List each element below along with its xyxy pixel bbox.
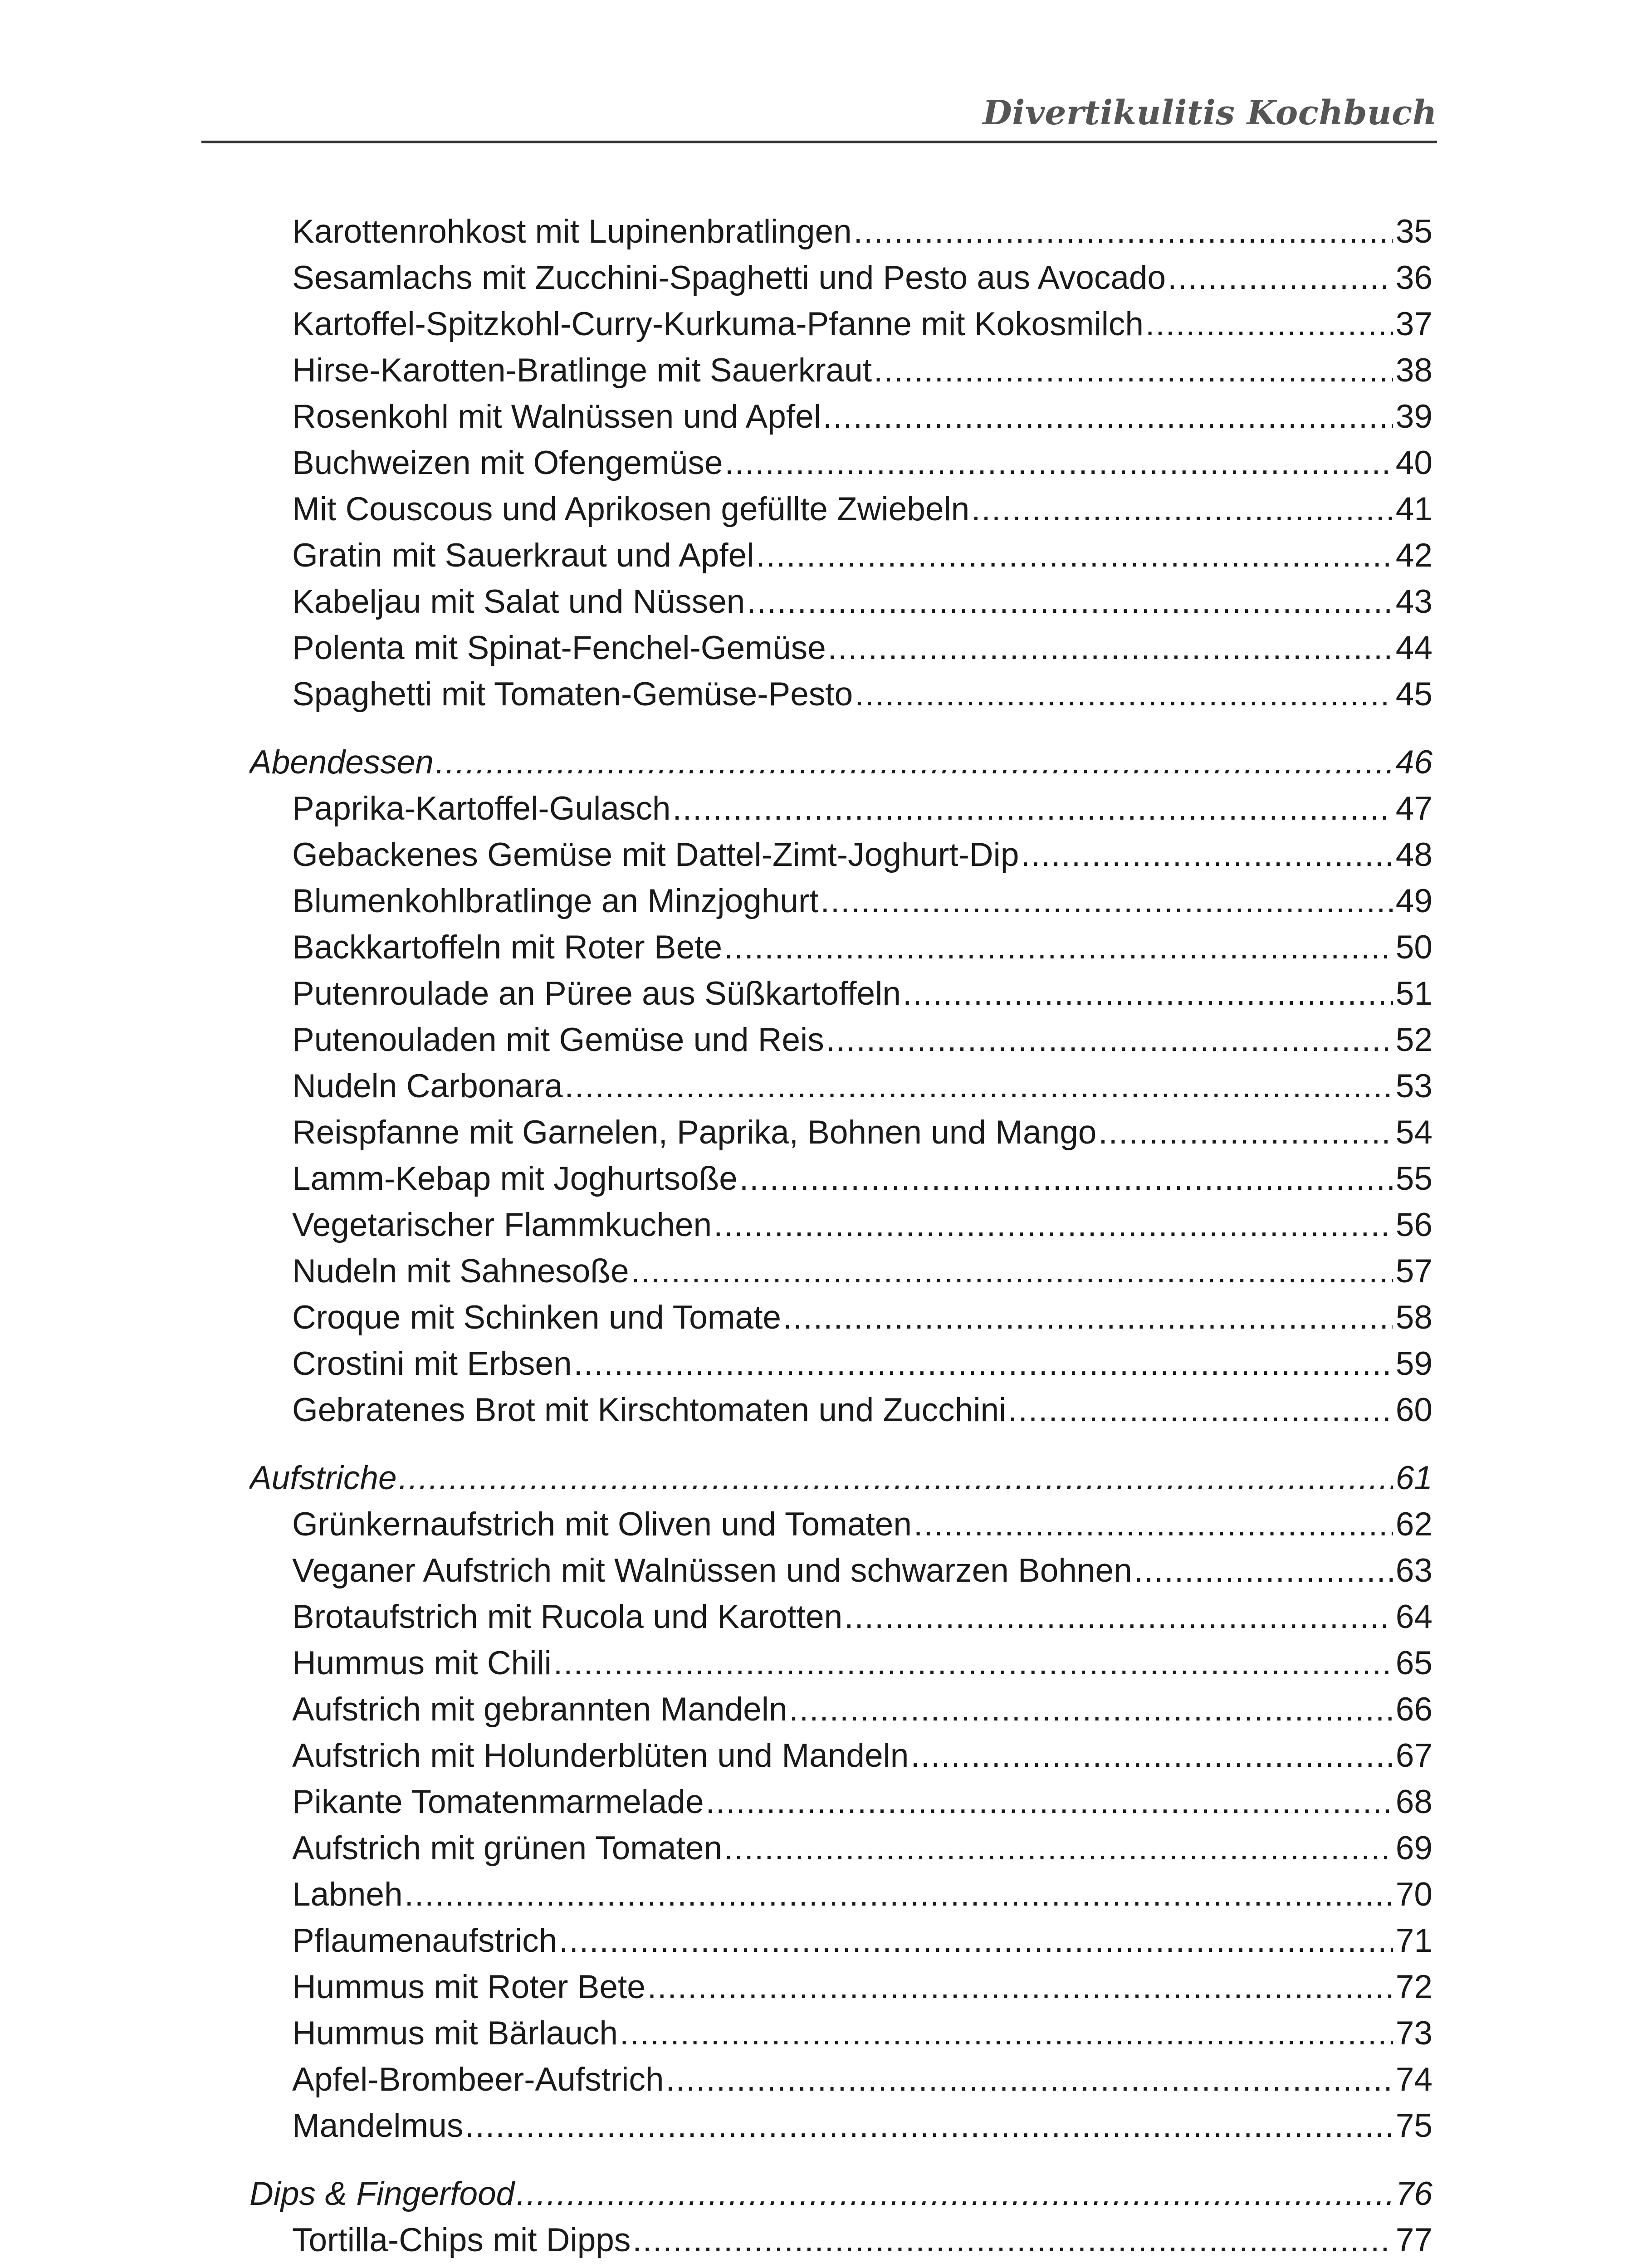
toc-sections xyxy=(249,739,1433,2263)
toc-entry[interactable] xyxy=(249,255,1433,301)
toc-entry-label: Lamm-Kebap mit Joghurtsoße xyxy=(292,1160,738,1197)
toc-entry-page-number: 71 xyxy=(1395,1922,1433,1959)
toc-entry-label: Blumenkohlbratlinge an Minzjoghurt xyxy=(292,883,819,919)
toc-entry-page-number: 52 xyxy=(1395,1022,1433,1058)
toc-entry-label: Kartoffel-Spitzkohl-Curry-Kurkuma-Pfanne mit Kokosmilch xyxy=(292,306,1144,342)
toc-entry-label: Hummus mit Bärlauch xyxy=(292,2015,618,2052)
toc-entry[interactable] xyxy=(249,486,1433,533)
toc-section-heading-label: Aufstriche xyxy=(249,1460,397,1496)
toc-entry-page-number: 68 xyxy=(1395,1784,1433,1820)
toc-entry-page-number: 60 xyxy=(1395,1392,1433,1428)
toc-section-heading-page-number: 61 xyxy=(1395,1460,1433,1496)
toc-entry-label: Putenouladen mit Gemüse und Reis xyxy=(292,1022,824,1058)
toc-entry-page-number: 64 xyxy=(1395,1598,1433,1635)
toc-entry[interactable] xyxy=(249,2217,1433,2263)
dot-leader xyxy=(1145,301,1393,347)
toc-entry-page-number: 45 xyxy=(1395,676,1433,713)
toc-intro-entries xyxy=(249,209,1433,718)
toc-entry-page-number: 47 xyxy=(1395,790,1433,827)
toc-entry[interactable] xyxy=(249,1501,1433,1548)
dot-leader xyxy=(631,1248,1393,1295)
toc-entry-page-number: 57 xyxy=(1395,1253,1433,1290)
toc-entry-label: Hirse-Karotten-Bratlinge mit Sauerkraut xyxy=(292,352,872,389)
dot-leader xyxy=(672,786,1393,832)
toc-entry-label: Gebratenes Brot mit Kirschtomaten und Zucchini xyxy=(292,1392,1007,1428)
toc-entry-label: Kabeljau mit Salat und Nüssen xyxy=(292,583,745,620)
toc-entry[interactable] xyxy=(249,625,1433,671)
toc-entry-page-number: 37 xyxy=(1395,306,1433,342)
dot-leader xyxy=(828,625,1393,671)
toc-section-heading-label: Dips & Fingerfood xyxy=(249,2175,515,2212)
dot-leader xyxy=(823,394,1393,440)
toc-entry[interactable] xyxy=(249,209,1433,255)
toc-entry[interactable] xyxy=(249,1110,1433,1156)
dot-leader xyxy=(789,1686,1393,1733)
toc-entry-label: Hummus mit Roter Bete xyxy=(292,1969,645,2005)
toc-entry[interactable] xyxy=(249,924,1433,971)
dot-leader xyxy=(399,1455,1393,1501)
dot-leader xyxy=(756,533,1393,579)
toc-entry-page-number: 63 xyxy=(1395,1552,1433,1589)
toc-entry-page-number: 59 xyxy=(1395,1345,1433,1382)
dot-leader xyxy=(739,1156,1393,1202)
toc-entry[interactable] xyxy=(249,301,1433,347)
toc-entry-label: Aufstrich mit Holunderblüten und Mandeln xyxy=(292,1737,909,1774)
toc-entry-page-number: 54 xyxy=(1395,1114,1433,1151)
toc-entry-page-number: 58 xyxy=(1395,1299,1433,1336)
toc-entry-page-number: 70 xyxy=(1395,1876,1433,1913)
toc-entry-page-number: 50 xyxy=(1395,929,1433,966)
toc-entry-label: Pikante Tomatenmarmelade xyxy=(292,1784,704,1820)
toc-section-block xyxy=(249,2171,1433,2263)
dot-leader xyxy=(821,878,1393,924)
dot-leader xyxy=(854,209,1393,255)
toc-entry[interactable] xyxy=(249,1918,1433,1964)
toc-entry-label: Vegetarischer Flammkuchen xyxy=(292,1207,712,1243)
toc-entry[interactable] xyxy=(249,1686,1433,1733)
toc-entry-page-number: 48 xyxy=(1395,836,1433,873)
dot-leader xyxy=(1098,1110,1393,1156)
toc-entry[interactable] xyxy=(249,1825,1433,1872)
toc-entry-page-number: 77 xyxy=(1395,2222,1433,2258)
toc-entry-label: Reispfanne mit Garnelen, Paprika, Bohnen und Mango xyxy=(292,1114,1097,1151)
dot-leader xyxy=(516,2171,1393,2217)
toc-entry[interactable] xyxy=(249,1248,1433,1295)
dot-leader xyxy=(574,1341,1393,1387)
toc-entry-page-number: 51 xyxy=(1395,975,1433,1012)
dot-leader xyxy=(1134,1548,1393,1594)
toc-entry-label: Gebackenes Gemüse mit Dattel-Zimt-Joghurt-Dip xyxy=(292,836,1019,873)
toc-entry-label: Aufstrich mit gebrannten Mandeln xyxy=(292,1691,787,1728)
dot-leader xyxy=(666,2057,1393,2103)
toc-entry-label: Paprika-Kartoffel-Gulasch xyxy=(292,790,671,827)
toc-entry[interactable] xyxy=(249,971,1433,1017)
toc-entry-label: Rosenkohl mit Walnüssen und Apfel xyxy=(292,398,821,435)
toc-entry[interactable] xyxy=(249,579,1433,625)
toc-entry-label: Nudeln mit Sahnesoße xyxy=(292,1253,629,1290)
toc-entry[interactable] xyxy=(249,1872,1433,1918)
toc-entry[interactable] xyxy=(249,1017,1433,1063)
toc-entry-page-number: 56 xyxy=(1395,1207,1433,1243)
toc-section-heading-page-number: 76 xyxy=(1395,2175,1433,2212)
toc-entry-label: Crostini mit Erbsen xyxy=(292,1345,572,1382)
dot-leader xyxy=(559,1918,1393,1964)
dot-leader xyxy=(714,1202,1393,1248)
dot-leader xyxy=(914,1501,1393,1548)
toc-entry[interactable] xyxy=(249,671,1433,718)
toc-entry-page-number: 38 xyxy=(1395,352,1433,389)
toc-section-heading[interactable] xyxy=(249,2171,1433,2217)
toc-entry[interactable] xyxy=(249,832,1433,878)
dot-leader xyxy=(435,739,1393,786)
toc-entry-page-number: 55 xyxy=(1395,1160,1433,1197)
toc-entry-label: Brotaufstrich mit Rucola und Karotten xyxy=(292,1598,843,1635)
toc-entry-page-number: 49 xyxy=(1395,883,1433,919)
dot-leader xyxy=(724,440,1393,486)
dot-leader xyxy=(706,1779,1393,1825)
toc-entry-label: Spaghetti mit Tomaten-Gemüse-Pesto xyxy=(292,676,853,713)
toc-entry-label: Nudeln Carbonara xyxy=(292,1068,563,1105)
toc-entry[interactable] xyxy=(249,878,1433,924)
toc-entry-label: Pflaumenaufstrich xyxy=(292,1922,557,1959)
toc-entry[interactable] xyxy=(249,1156,1433,1202)
toc-entry[interactable] xyxy=(249,1387,1433,1433)
toc-entry[interactable] xyxy=(249,1295,1433,1341)
dot-leader xyxy=(844,1594,1393,1640)
toc-section-heading-page-number: 46 xyxy=(1395,744,1433,781)
dot-leader xyxy=(465,2103,1393,2149)
toc-entry[interactable] xyxy=(249,440,1433,486)
dot-leader xyxy=(405,1872,1393,1918)
toc-entry-label: Backkartoffeln mit Roter Bete xyxy=(292,929,723,966)
toc-entry-label: Grünkernaufstrich mit Oliven und Tomaten xyxy=(292,1506,912,1543)
toc-entry-label: Karottenrohkost mit Lupinenbratlingen xyxy=(292,213,852,250)
dot-leader xyxy=(747,579,1393,625)
toc-entry-page-number: 74 xyxy=(1395,2061,1433,2098)
toc-entry-page-number: 39 xyxy=(1395,398,1433,435)
toc-entry-page-number: 69 xyxy=(1395,1830,1433,1867)
toc-entry-label: Aufstrich mit grünen Tomaten xyxy=(292,1830,723,1867)
dot-leader xyxy=(647,1964,1393,2010)
toc-entry[interactable] xyxy=(249,347,1433,394)
toc-entry[interactable] xyxy=(249,1640,1433,1686)
toc-entry-label: Hummus mit Chili xyxy=(292,1645,552,1681)
dot-leader xyxy=(783,1295,1393,1341)
toc-entry[interactable] xyxy=(249,533,1433,579)
toc-entry-page-number: 72 xyxy=(1395,1969,1433,2005)
dot-leader xyxy=(971,486,1393,533)
dot-leader xyxy=(874,347,1393,394)
toc-entry-label: Polenta mit Spinat-Fenchel-Gemüse xyxy=(292,630,826,666)
toc-entry-label: Putenroulade an Püree aus Süßkartoffeln xyxy=(292,975,901,1012)
toc-section-heading-label: Abendessen xyxy=(249,744,434,781)
toc-entry-page-number: 66 xyxy=(1395,1691,1433,1728)
toc-section-block xyxy=(249,1455,1433,2149)
dot-leader xyxy=(1168,255,1393,301)
book-title: Divertikulitis Kochbuch xyxy=(983,93,1437,132)
toc-entry-label: Mandelmus xyxy=(292,2107,464,2144)
toc-section-block xyxy=(249,739,1433,1433)
toc-entry-page-number: 65 xyxy=(1395,1645,1433,1681)
toc-entry-label: Gratin mit Sauerkraut und Apfel xyxy=(292,537,754,574)
toc-entry-page-number: 53 xyxy=(1395,1068,1433,1105)
toc-entry-label: Tortilla-Chips mit Dipps xyxy=(292,2222,631,2258)
toc-entry-page-number: 62 xyxy=(1395,1506,1433,1543)
toc-entry-page-number: 42 xyxy=(1395,537,1433,574)
toc-entry-label: Veganer Aufstrich mit Walnüssen und schwarzen Bohnen xyxy=(292,1552,1132,1589)
toc-entry[interactable] xyxy=(249,1202,1433,1248)
toc-entry-label: Croque mit Schinken und Tomate xyxy=(292,1299,782,1336)
toc-entry-page-number: 73 xyxy=(1395,2015,1433,2052)
toc-entry[interactable] xyxy=(249,2103,1433,2149)
toc-entry[interactable] xyxy=(249,2057,1433,2103)
running-header xyxy=(201,86,1437,143)
toc-entry-label: Sesamlachs mit Zucchini-Spaghetti und Pesto aus Avocado xyxy=(292,259,1166,296)
dot-leader xyxy=(565,1063,1393,1110)
toc-entry-label: Labneh xyxy=(292,1876,403,1913)
toc-entry[interactable] xyxy=(249,1779,1433,1825)
toc-entry-page-number: 44 xyxy=(1395,630,1433,666)
dot-leader xyxy=(1021,832,1393,878)
toc-entry-page-number: 36 xyxy=(1395,259,1433,296)
toc-entry-label: Apfel-Brombeer-Aufstrich xyxy=(292,2061,664,2098)
toc-entry-page-number: 43 xyxy=(1395,583,1433,620)
toc-entry[interactable] xyxy=(249,1964,1433,2010)
dot-leader xyxy=(724,1825,1393,1872)
toc-entry-page-number: 40 xyxy=(1395,445,1433,481)
toc-entry[interactable] xyxy=(249,394,1433,440)
dot-leader xyxy=(855,671,1393,718)
dot-leader xyxy=(826,1017,1393,1063)
toc-entry[interactable] xyxy=(249,1733,1433,1779)
toc-entry-page-number: 67 xyxy=(1395,1737,1433,1774)
toc-entry-page-number: 41 xyxy=(1395,491,1433,528)
toc-entry-page-number: 75 xyxy=(1395,2107,1433,2144)
toc-entry[interactable] xyxy=(249,1063,1433,1110)
table-of-contents xyxy=(249,209,1433,2263)
dot-leader xyxy=(553,1640,1393,1686)
dot-leader xyxy=(910,1733,1393,1779)
dot-leader xyxy=(903,971,1393,1017)
toc-entry[interactable] xyxy=(249,1548,1433,1594)
dot-leader xyxy=(620,2010,1393,2057)
toc-section-heading[interactable] xyxy=(249,1455,1433,1501)
dot-leader xyxy=(1008,1387,1393,1433)
toc-entry[interactable] xyxy=(249,786,1433,832)
dot-leader xyxy=(724,924,1393,971)
toc-entry-page-number: 35 xyxy=(1395,213,1433,250)
dot-leader xyxy=(632,2217,1393,2263)
toc-entry[interactable] xyxy=(249,2010,1433,2057)
toc-entry[interactable] xyxy=(249,1594,1433,1640)
toc-section-heading[interactable] xyxy=(249,739,1433,786)
toc-entry-label: Buchweizen mit Ofengemüse xyxy=(292,445,723,481)
toc-entry-label: Mit Couscous und Aprikosen gefüllte Zwiebeln xyxy=(292,491,970,528)
toc-entry[interactable] xyxy=(249,1341,1433,1387)
